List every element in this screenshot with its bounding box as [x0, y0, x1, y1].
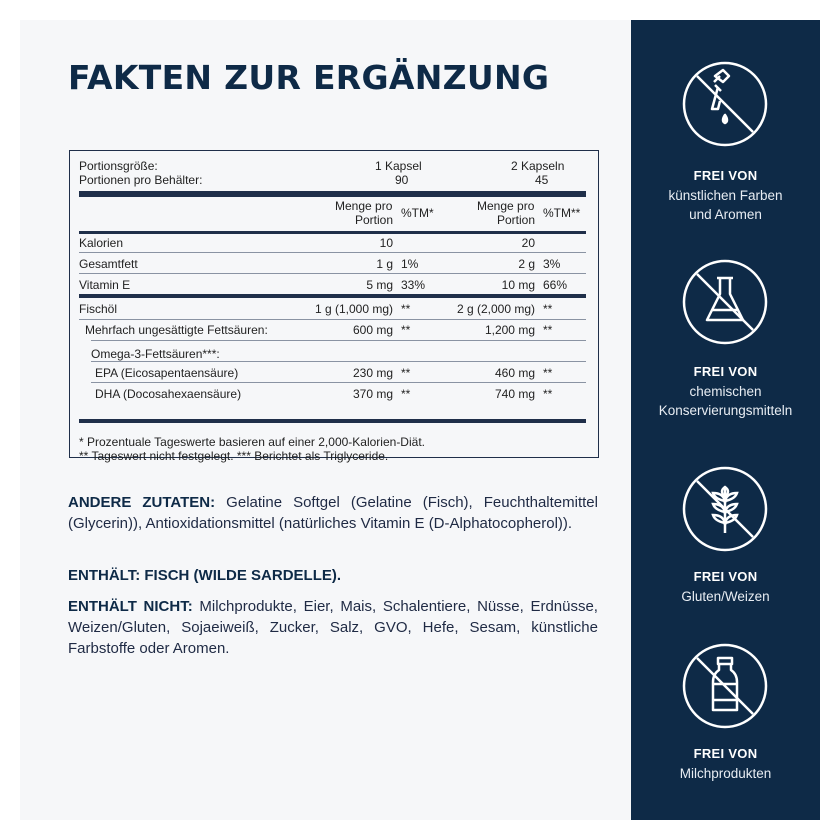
wheat-crossed-icon — [681, 465, 769, 553]
feature-line-2: Konservierungsmitteln — [658, 403, 793, 418]
table-row — [79, 387, 586, 405]
free-from-sidebar — [631, 20, 820, 820]
nutrient-name: Mehrfach ungesättigte Fettsäuren: — [85, 323, 268, 337]
col2-amount: 20 — [521, 236, 535, 250]
supplement-facts-page — [20, 20, 820, 820]
other-ingredients-text: Gelatine Softgel (Gelatine (Fisch), Feuchthaltemittel (Glycerin)), Antioxidationsmittel (natürliches Vitamin E (D-Alphatocopherol)). — [68, 494, 598, 532]
col1-serving: 1 Kapsel — [375, 159, 422, 173]
col2-servings: 45 — [535, 173, 549, 187]
table-row — [79, 347, 586, 365]
col2-daily-value: ** — [543, 387, 553, 401]
col1-amount: 1 g (1,000 mg) — [314, 302, 393, 316]
page-title: FAKTEN ZUR ERGÄNZUNG — [68, 58, 550, 97]
thick-divider — [79, 231, 586, 234]
col1-daily-value: ** — [401, 366, 411, 380]
feature-heading: FREI VON — [693, 569, 758, 584]
feature-heading: FREI VON — [693, 746, 758, 761]
header-row-2 — [79, 213, 586, 231]
not-contains-label: ENTHÄLT NICHT: — [68, 598, 193, 615]
row-divider — [79, 273, 586, 274]
col2-daily-value: ** — [543, 366, 553, 380]
table-row — [79, 323, 586, 341]
thick-divider — [79, 294, 586, 298]
col2-daily-value: 66% — [543, 278, 568, 292]
col1-servings: 90 — [395, 173, 409, 187]
dropper-crossed-icon — [681, 60, 769, 148]
col2-amount: 740 mg — [494, 387, 535, 401]
supplement-facts-table — [69, 150, 599, 463]
col1-amount: 10 — [379, 236, 393, 250]
nutrient-name: DHA (Docosahexaensäure) — [95, 387, 242, 401]
feature-line-1: chemischen — [689, 384, 762, 399]
col2-daily-value: ** — [543, 302, 553, 316]
col1-amount: 230 mg — [352, 366, 393, 380]
servings-label: Portionen pro Behälter: — [79, 173, 203, 187]
milk-bottle-crossed-icon — [681, 642, 769, 730]
col1-dv-header: %TM* — [401, 206, 434, 220]
col2-serving: 2 Kapseln — [511, 159, 565, 173]
col1-daily-value: ** — [401, 387, 411, 401]
col2-amount: 1,200 mg — [484, 323, 535, 337]
col1-amount-header: Menge pro — [335, 199, 393, 213]
nutrient-name: Omega-3-Fettsäuren***: — [91, 347, 220, 361]
feature-heading: FREI VON — [693, 168, 758, 183]
serving-size-label: Portionsgröße: — [79, 159, 158, 173]
col1-amount: 5 mg — [366, 278, 393, 292]
col2-amount: 2 g — [518, 257, 535, 271]
nutrient-name: Fischöl — [79, 302, 118, 316]
col2-daily-value: ** — [543, 323, 553, 337]
thick-divider — [79, 419, 586, 423]
feature-heading: FREI VON — [693, 364, 758, 379]
feature-line-1: Gluten/Weizen — [681, 589, 770, 604]
footnote-1: * Prozentuale Tageswerte basieren auf einer 2,000-Kalorien-Diät. — [79, 435, 425, 449]
col1-amount: 1 g — [376, 257, 393, 271]
footnote-2: ** Tageswert nicht festgelegt. *** Berichtet als Triglyceride. — [79, 449, 389, 463]
col2-portion-header: Portion — [497, 213, 536, 227]
nutrient-name: Kalorien — [79, 236, 124, 250]
col1-amount: 600 mg — [352, 323, 393, 337]
col2-amount: 460 mg — [494, 366, 535, 380]
col1-daily-value: ** — [401, 323, 411, 337]
col2-amount: 10 mg — [501, 278, 535, 292]
row-divider — [79, 319, 586, 320]
col2-dv-header: %TM** — [543, 206, 581, 220]
not-contains-statement — [68, 596, 598, 659]
row-divider — [91, 340, 586, 341]
row-divider — [91, 382, 586, 383]
row-divider — [79, 252, 586, 253]
table-row — [79, 302, 586, 320]
other-ingredients — [68, 492, 598, 534]
col1-daily-value: ** — [401, 302, 411, 316]
feature-line-2: und Aromen — [689, 207, 762, 222]
row-divider — [91, 361, 586, 362]
col1-portion-header: Portion — [355, 213, 394, 227]
contains-text: ENTHÄLT: FISCH (WILDE SARDELLE). — [68, 567, 342, 584]
servings-row — [79, 173, 586, 191]
col2-amount-header: Menge pro — [477, 199, 535, 213]
nutrient-name: Vitamin E — [79, 278, 131, 292]
other-ingredients-label: ANDERE ZUTATEN: — [68, 494, 216, 511]
col2-amount: 2 g (2,000 mg) — [456, 302, 535, 316]
nutrient-name: EPA (Eicosapentaensäure) — [95, 366, 239, 380]
col1-daily-value: 1% — [401, 257, 419, 271]
thick-divider — [79, 191, 586, 197]
feature-line-1: künstlichen Farben — [668, 188, 783, 203]
col2-daily-value: 3% — [543, 257, 561, 271]
not-contains-text: Milchprodukte, Eier, Mais, Schalentiere, Nüsse, Erdnüsse, Weizen/Gluten, Sojaeiweiß, Zucker, Salz, GVO, Hefe, Sesam, künstliche Farbstoffe oder Aromen. — [68, 598, 598, 657]
feature-line-1: Milchprodukten — [679, 766, 772, 781]
col1-amount: 370 mg — [352, 387, 393, 401]
nutrient-name: Gesamtfett — [79, 257, 138, 271]
col1-daily-value: 33% — [401, 278, 426, 292]
contains-statement — [68, 565, 598, 586]
flask-crossed-icon — [681, 258, 769, 346]
